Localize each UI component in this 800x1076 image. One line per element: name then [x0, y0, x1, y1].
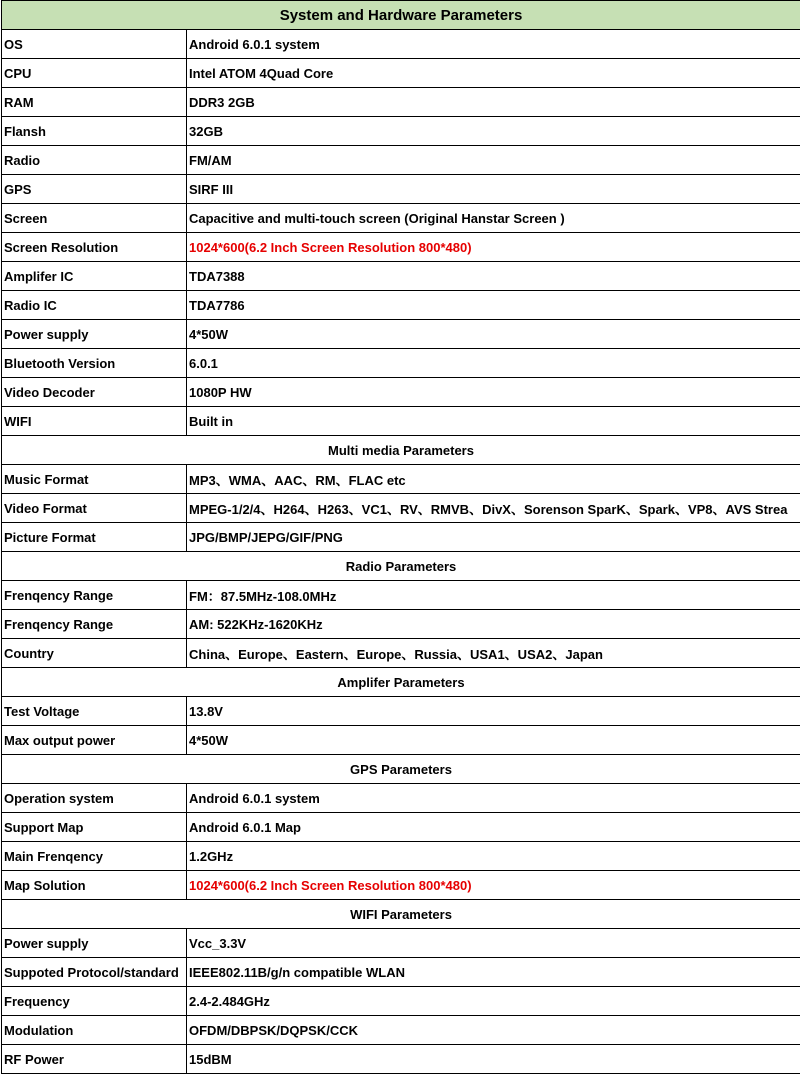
- row-label: Map Solution: [2, 871, 187, 900]
- section-heading: Multi media Parameters: [2, 436, 800, 465]
- row-value: Android 6.0.1 system: [187, 30, 800, 59]
- row-label: Picture Format: [2, 523, 187, 552]
- row-label: Frenqency Range: [2, 610, 187, 639]
- row-value: 2.4-2.484GHz: [187, 987, 800, 1016]
- row-value: IEEE802.11B/g/n compatible WLAN: [187, 958, 800, 987]
- row-label: Amplifer IC: [2, 262, 187, 291]
- table-row: [2, 958, 800, 987]
- row-label: Operation system: [2, 784, 187, 813]
- row-value: 6.0.1: [187, 349, 800, 378]
- row-value: 32GB: [187, 117, 800, 146]
- table-row: [2, 1016, 800, 1045]
- row-value: JPG/BMP/JEPG/GIF/PNG: [187, 523, 800, 552]
- row-value: 15dBM: [187, 1045, 800, 1074]
- row-label: Screen Resolution: [2, 233, 187, 262]
- row-label: GPS: [2, 175, 187, 204]
- table-row: [2, 726, 800, 755]
- table-row: [2, 610, 800, 639]
- section-header-row: [2, 552, 800, 581]
- row-value: TDA7388: [187, 262, 800, 291]
- table-row: [2, 262, 800, 291]
- section-header-row: [2, 900, 800, 929]
- row-value: Android 6.0.1 system: [187, 784, 800, 813]
- row-label: Test Voltage: [2, 697, 187, 726]
- row-value: DDR3 2GB: [187, 88, 800, 117]
- section-heading: GPS Parameters: [2, 755, 800, 784]
- parameters-table: [1, 0, 800, 1074]
- row-label: Support Map: [2, 813, 187, 842]
- table-row: [2, 813, 800, 842]
- table-row: [2, 987, 800, 1016]
- row-label: OS: [2, 30, 187, 59]
- row-value: Capacitive and multi-touch screen (Original Hanstar Screen ): [187, 204, 800, 233]
- row-label: Power supply: [2, 320, 187, 349]
- table-row: [2, 233, 800, 262]
- table-row: [2, 1045, 800, 1074]
- row-value: China、Europe、Eastern、Europe、Russia、USA1、USA2、Japan: [187, 639, 800, 668]
- table-row: [2, 697, 800, 726]
- row-value: SIRF III: [187, 175, 800, 204]
- row-value: Built in: [187, 407, 800, 436]
- row-label: Country: [2, 639, 187, 668]
- row-label: RF Power: [2, 1045, 187, 1074]
- table-row: [2, 581, 800, 610]
- table-row: [2, 929, 800, 958]
- section-heading: WIFI Parameters: [2, 900, 800, 929]
- row-value: OFDM/DBPSK/DQPSK/CCK: [187, 1016, 800, 1045]
- table-row: [2, 204, 800, 233]
- row-label: Frequency: [2, 987, 187, 1016]
- row-label: RAM: [2, 88, 187, 117]
- table-row: [2, 523, 800, 552]
- row-label: Video Format: [2, 494, 187, 523]
- row-label: Music Format: [2, 465, 187, 494]
- section-header-row: [2, 436, 800, 465]
- table-row: [2, 639, 800, 668]
- row-label: Max output power: [2, 726, 187, 755]
- row-label: Flansh: [2, 117, 187, 146]
- row-label: Video Decoder: [2, 378, 187, 407]
- row-value: MP3、WMA、AAC、RM、FLAC etc: [187, 465, 800, 494]
- row-value: TDA7786: [187, 291, 800, 320]
- table-row: [2, 30, 800, 59]
- row-value: 4*50W: [187, 320, 800, 349]
- row-label: Radio IC: [2, 291, 187, 320]
- row-value: FM：87.5MHz-108.0MHz: [187, 581, 800, 610]
- section-heading: Radio Parameters: [2, 552, 800, 581]
- row-value-highlighted: 1024*600(6.2 Inch Screen Resolution 800*480): [187, 233, 800, 262]
- row-label: Modulation: [2, 1016, 187, 1045]
- table-row: [2, 59, 800, 88]
- table-row: [2, 378, 800, 407]
- table-row: [2, 175, 800, 204]
- row-label: Power supply: [2, 929, 187, 958]
- table-row: [2, 320, 800, 349]
- row-value: Android 6.0.1 Map: [187, 813, 800, 842]
- section-header-row: [2, 668, 800, 697]
- table-row: [2, 494, 800, 523]
- table-row: [2, 349, 800, 378]
- section-header-row: [2, 755, 800, 784]
- table-row: [2, 146, 800, 175]
- row-value: 1.2GHz: [187, 842, 800, 871]
- row-label: WIFI: [2, 407, 187, 436]
- row-value: 13.8V: [187, 697, 800, 726]
- row-value: MPEG-1/2/4、H264、H263、VC1、RV、RMVB、DivX、Sorenson SparK、Spark、VP8、AVS Strea: [187, 494, 800, 523]
- row-label: Screen: [2, 204, 187, 233]
- row-value: 4*50W: [187, 726, 800, 755]
- table-title: System and Hardware Parameters: [2, 1, 800, 30]
- table-row: [2, 842, 800, 871]
- row-label: Suppoted Protocol/standard: [2, 958, 187, 987]
- table-row: [2, 871, 800, 900]
- row-value: 1080P HW: [187, 378, 800, 407]
- section-heading: Amplifer Parameters: [2, 668, 800, 697]
- row-label: CPU: [2, 59, 187, 88]
- row-label: Bluetooth Version: [2, 349, 187, 378]
- table-row: [2, 88, 800, 117]
- table-row: [2, 291, 800, 320]
- row-label: Main Frenqency: [2, 842, 187, 871]
- row-value: Intel ATOM 4Quad Core: [187, 59, 800, 88]
- title-row: [2, 1, 800, 30]
- row-label: Frenqency Range: [2, 581, 187, 610]
- table-row: [2, 117, 800, 146]
- row-label: Radio: [2, 146, 187, 175]
- table-row: [2, 784, 800, 813]
- row-value: AM: 522KHz-1620KHz: [187, 610, 800, 639]
- row-value: FM/AM: [187, 146, 800, 175]
- row-value: Vcc_3.3V: [187, 929, 800, 958]
- table-row: [2, 407, 800, 436]
- table-row: [2, 465, 800, 494]
- row-value-highlighted: 1024*600(6.2 Inch Screen Resolution 800*480): [187, 871, 800, 900]
